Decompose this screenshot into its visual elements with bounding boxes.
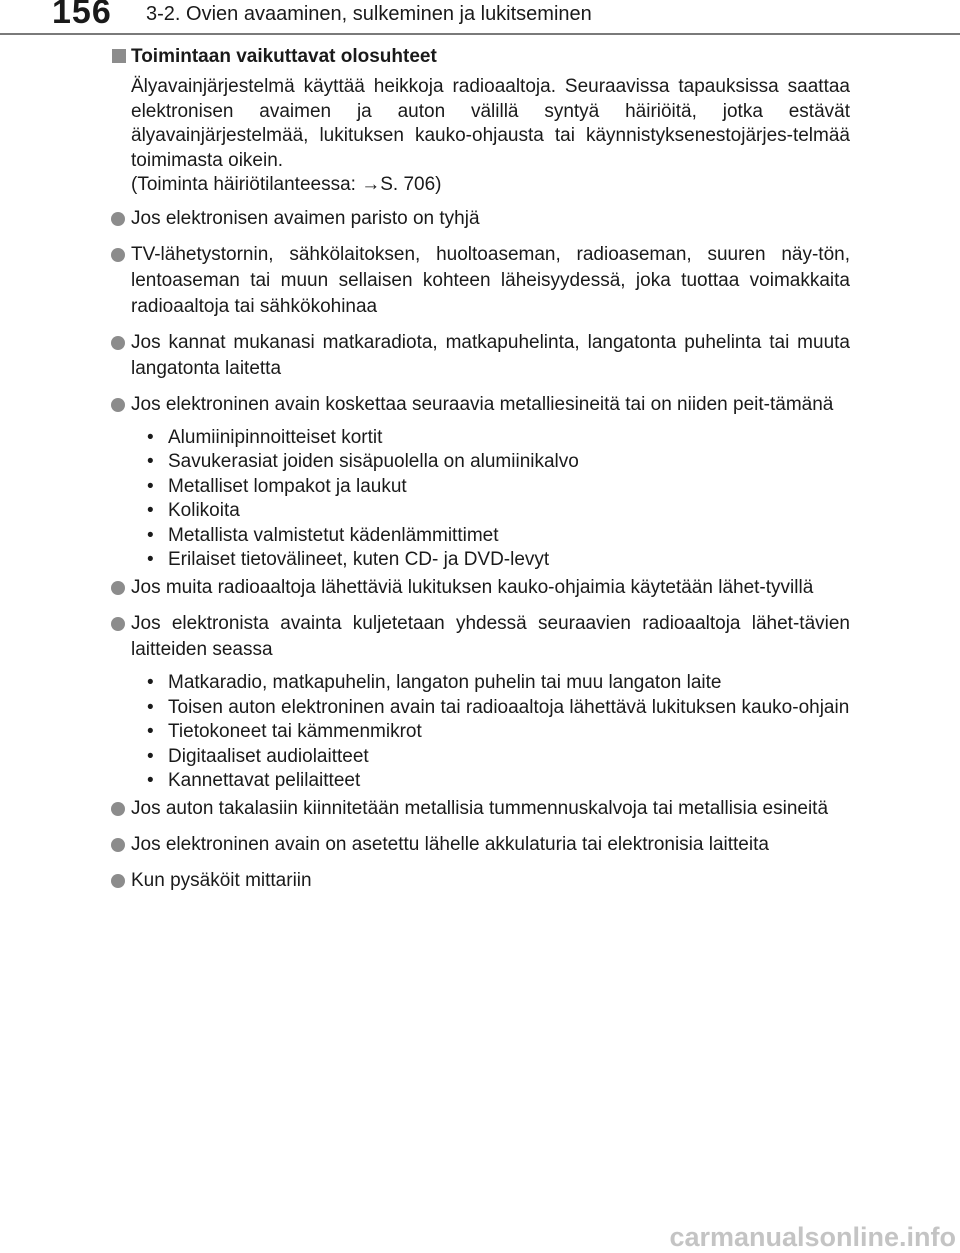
condition-item: [131, 832, 850, 858]
sub-bullet-mark: •: [147, 475, 154, 497]
list-item-text: Metalliset lompakot ja laukut: [168, 475, 407, 497]
round-bullet-icon: [111, 874, 125, 888]
condition-item: [131, 242, 850, 320]
sub-bullet-mark: •: [147, 721, 154, 743]
square-bullet-icon: [112, 49, 126, 63]
round-bullet-icon: [111, 581, 125, 595]
header-divider: [0, 33, 960, 35]
section-heading-text: Toimintaan vaikuttavat olosuhteet: [131, 46, 437, 67]
site-watermark: carmanualsonline.info: [669, 1222, 956, 1252]
condition-text: Jos elektronista avainta kuljetetaan yhdessä seuraavien radioaaltoja lähet-tävien laitteiden seassa: [131, 613, 850, 661]
condition-item: [131, 392, 850, 418]
list-item: [147, 524, 850, 548]
round-bullet-icon: [111, 802, 125, 816]
list-item: [147, 671, 850, 695]
list-item-text: Alumiinipinnoitteiset kortit: [168, 426, 383, 448]
section-heading: [112, 44, 960, 70]
condition-text: TV-lähetystornin, sähkölaitoksen, huoltoaseman, radioaseman, suuren näy-tön, lentoaseman tai muun sellaisen kohteen läheisyydessä, joka tuottaa voimakkaita radioaaltoja tai sähkökohinaa: [131, 243, 850, 317]
sub-bullet-mark: •: [147, 672, 154, 694]
list-item-text: Tietokoneet tai kämmenmikrot: [168, 721, 422, 743]
list-item: [147, 548, 850, 572]
condition-item: [131, 330, 850, 382]
sub-bullet-mark: •: [147, 524, 154, 546]
page-reference: (Toiminta häiriötilanteessa: →S. 706): [131, 174, 442, 196]
round-bullet-icon: [111, 248, 125, 262]
list-item-text: Kannettavat pelilaitteet: [168, 770, 361, 792]
condition-text: Jos elektroninen avain koskettaa seuraavia metalliesineitä tai on niiden peit-tämänä: [131, 393, 834, 415]
round-bullet-icon: [111, 336, 125, 350]
list-item-text: Matkaradio, matkapuhelin, langaton puhelin tai muu langaton laite: [168, 672, 722, 694]
list-item-text: Metallista valmistetut kädenlämmittimet: [168, 524, 499, 546]
metal-items-list: [147, 426, 850, 572]
list-item: [147, 769, 850, 793]
device-items-list: [147, 671, 850, 793]
condition-text: Jos kannat mukanasi matkaradiota, matkapuhelinta, langatonta puhelinta tai muuta langatonta laitetta: [131, 331, 850, 379]
list-item-text: Kolikoita: [168, 500, 240, 522]
list-item: [147, 475, 850, 499]
page-content: [0, 44, 960, 894]
list-item: [147, 426, 850, 450]
list-item: [147, 720, 850, 744]
sub-bullet-mark: •: [147, 770, 154, 792]
condition-item: [131, 611, 850, 663]
condition-item: [131, 575, 850, 601]
round-bullet-icon: [111, 212, 125, 226]
sub-bullet-mark: •: [147, 745, 154, 767]
sub-bullet-mark: •: [147, 696, 154, 718]
list-item-text: Toisen auton elektroninen avain tai radioaaltoja lähettävä lukituksen kauko-ohjain: [168, 696, 850, 718]
list-item: [147, 696, 850, 720]
condition-item: [131, 206, 850, 232]
list-item: [147, 450, 850, 474]
chapter-title: 3-2. Ovien avaaminen, sulkeminen ja lukitseminen: [146, 3, 592, 25]
list-item-text: Erilaiset tietovälineet, kuten CD- ja DVD-levyt: [168, 549, 550, 570]
condition-item: [131, 868, 850, 894]
sub-bullet-mark: •: [147, 549, 154, 570]
condition-text: Jos elektronisen avaimen paristo on tyhjä: [131, 207, 480, 229]
condition-text: Jos muita radioaaltoja lähettäviä lukituksen kauko-ohjaimia käytetään lähet-tyvillä: [131, 577, 814, 599]
round-bullet-icon: [111, 838, 125, 852]
sub-bullet-mark: •: [147, 426, 154, 448]
round-bullet-icon: [111, 617, 125, 631]
condition-text: Kun pysäköit mittariin: [131, 870, 312, 892]
sub-bullet-mark: •: [147, 451, 154, 473]
list-item: [147, 745, 850, 769]
round-bullet-icon: [111, 398, 125, 412]
page-number: 156: [52, 0, 112, 31]
condition-text: Jos elektroninen avain on asetettu lähelle akkulaturia tai elektronisia laitteita: [131, 834, 769, 856]
sub-bullet-mark: •: [147, 500, 154, 522]
list-item-text: Digitaaliset audiolaitteet: [168, 745, 369, 767]
list-item: [147, 499, 850, 523]
condition-text: Jos auton takalasiin kiinnitetään metallisia tummennuskalvoja tai metallisia esineitä: [131, 798, 829, 820]
list-item-text: Savukerasiat joiden sisäpuolella on alumiinikalvo: [168, 451, 579, 473]
condition-item: [131, 796, 850, 822]
intro-paragraph: Älyavainjärjestelmä käyttää heikkoja radioaaltoja. Seuraavissa tapauksissa saattaa elektronisen avaimen ja auton välillä syntyä häiriöitä, jotka estävät älyavainjärjestelmää, lukituksen kauko-ohjausta tai käynnistyksenestojärjes-telmää toimimasta oikein.: [131, 76, 850, 171]
